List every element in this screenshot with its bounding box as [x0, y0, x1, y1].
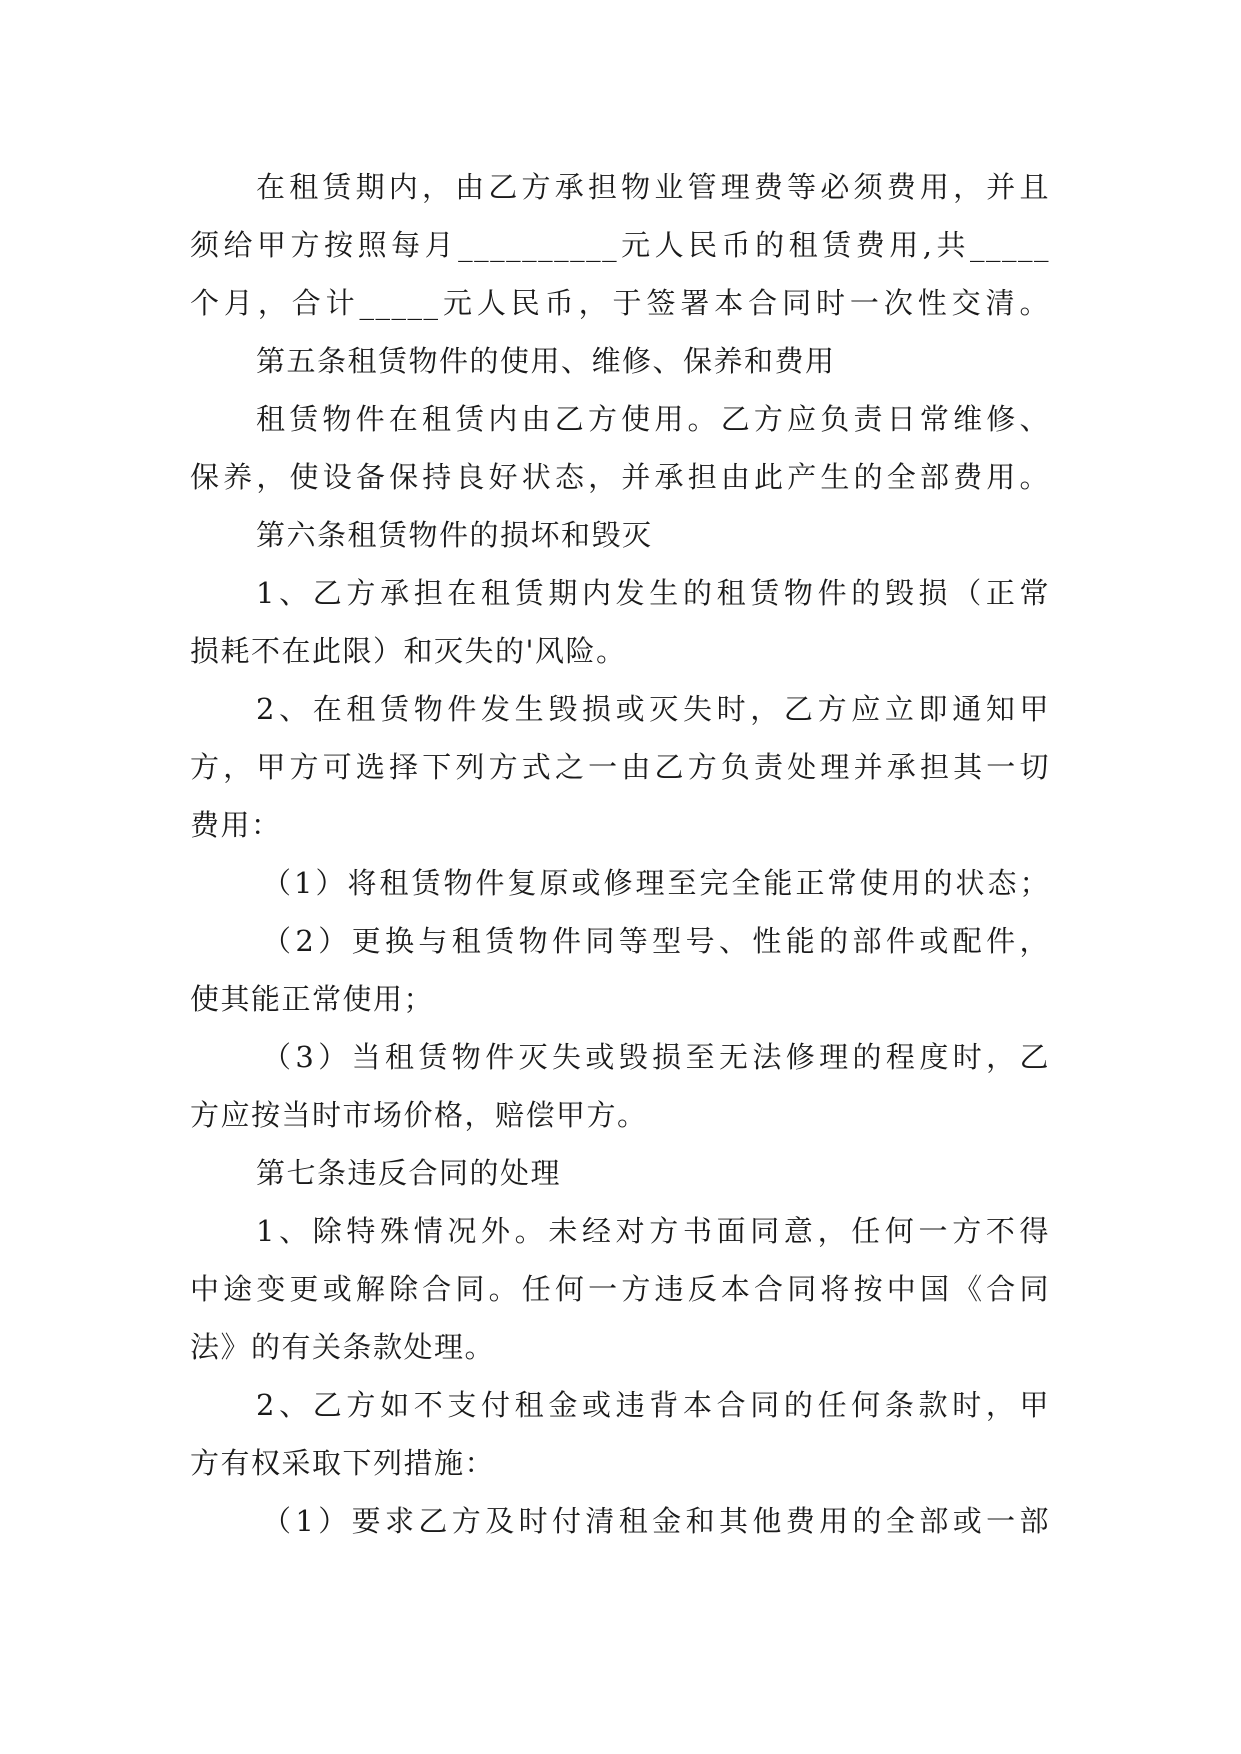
section-heading-5: 第五条租赁物件的使用、维修、保养和费用: [256, 344, 836, 378]
paragraph-line: 个月，合计_____元人民币，于签署本合同时一次性交清。: [190, 286, 1050, 320]
document-body: [190, 158, 1050, 1550]
paragraph-line: 须给甲方按照每月__________元人民币的租赁费用,共_____: [190, 228, 1050, 262]
paragraph-line: 方有权采取下列措施：: [190, 1446, 496, 1480]
paragraph-line: 在租赁期内，由乙方承担物业管理费等必须费用，并且: [256, 170, 1050, 204]
paragraph-line: 2、在租赁物件发生毁损或灭失时，乙方应立即通知甲: [256, 692, 1050, 726]
section-heading-6: 第六条租赁物件的损坏和毁灭: [256, 518, 653, 552]
list-item-line: （1）要求乙方及时付清租金和其他费用的全部或一部: [262, 1504, 1050, 1538]
paragraph-line: 1、除特殊情况外。未经对方书面同意，任何一方不得: [256, 1214, 1050, 1248]
list-item-line: （2）更换与租赁物件同等型号、性能的部件或配件，: [262, 924, 1050, 958]
paragraph-line: 1、乙方承担在租赁期内发生的租赁物件的毁损（正常: [256, 576, 1050, 610]
list-item-line: 方应按当时市场价格，赔偿甲方。: [190, 1098, 648, 1132]
paragraph-line: 方，甲方可选择下列方式之一由乙方负责处理并承担其一切: [190, 750, 1050, 784]
paragraph-line: 损耗不在此限）和灭失的'风险。: [190, 634, 627, 668]
paragraph-line: 2、乙方如不支付租金或违背本合同的任何条款时，甲: [256, 1388, 1050, 1422]
paragraph-line: 租赁物件在租赁内由乙方使用。乙方应负责日常维修、: [256, 402, 1050, 436]
paragraph-line: 中途变更或解除合同。任何一方违反本合同将按中国《合同: [190, 1272, 1050, 1306]
list-item-line: （1）将租赁物件复原或修理至完全能正常使用的状态；: [262, 866, 1050, 900]
paragraph-line: 保养，使设备保持良好状态，并承担由此产生的全部费用。: [190, 460, 1050, 494]
list-item-line: （3）当租赁物件灭失或毁损至无法修理的程度时，乙: [262, 1040, 1050, 1074]
paragraph-line: 费用：: [190, 808, 282, 842]
section-heading-7: 第七条违反合同的处理: [256, 1156, 562, 1190]
list-item-line: 使其能正常使用；: [190, 982, 435, 1016]
paragraph-line: 法》的有关条款处理。: [190, 1330, 496, 1364]
